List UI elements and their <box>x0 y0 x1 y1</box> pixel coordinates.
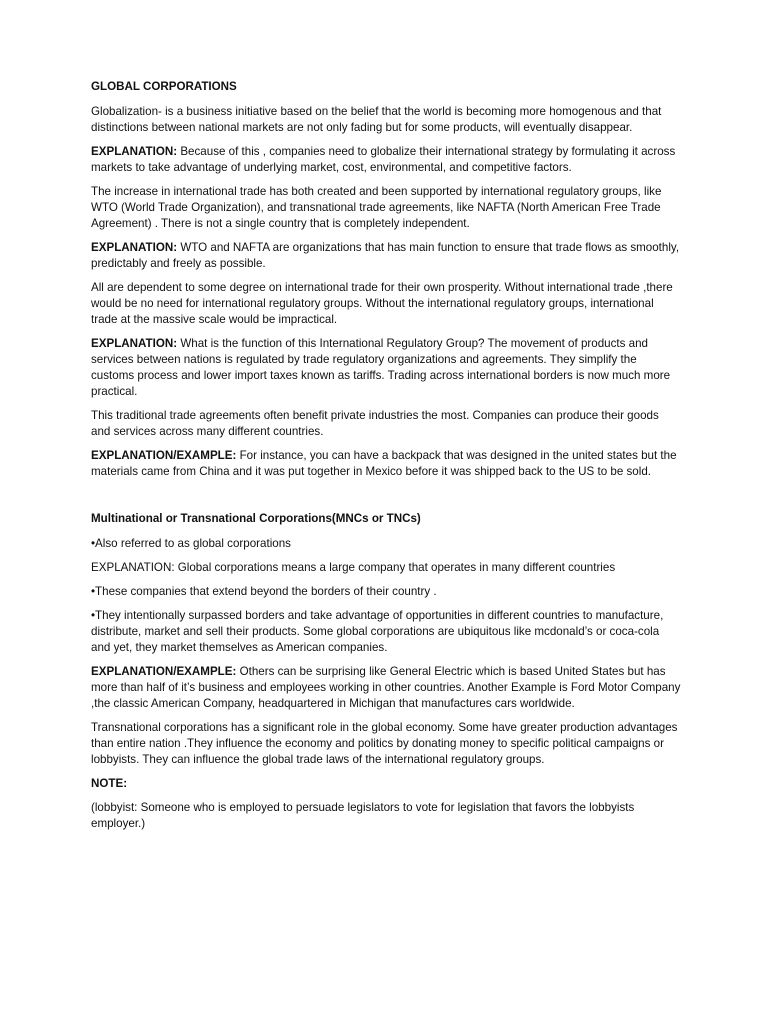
explanation-label: EXPLANATION: <box>91 241 178 254</box>
example-label: EXPLANATION/EXAMPLE: <box>91 665 237 678</box>
paragraph-transnational-role: Transnational corporations has a significant role in the global economy. Some have greater production advantages than entire nation .They influence the economy and politics by donating money to specific political campaigns or lobbyists. They can influence the global trade laws of the international regulatory groups. <box>91 721 678 766</box>
example-text: For instance, you can have a backpack that was designed in the united states but the materials came from China and it was put together in Mexico before it was shipped back to the US to be sold. <box>91 449 677 478</box>
document-title: GLOBAL CORPORATIONS <box>91 80 237 93</box>
bullet-global-corporations: •Also referred to as global corporations <box>91 537 291 550</box>
paragraph-trade-agreements: This traditional trade agreements often benefit private industries the most. Companies can produce their goods and services across many different countries. <box>91 409 659 438</box>
note-label: NOTE: <box>91 777 128 790</box>
bullet-extend-borders: •These companies that extend beyond the borders of their country . <box>91 585 437 598</box>
section-heading-mncs: Multinational or Transnational Corporations(MNCs or TNCs) <box>91 512 421 525</box>
explanation-text: What is the function of this International Regulatory Group? The movement of products and services between nations is regulated by trade regulatory organizations and agreements. They simplify the customs process and lower import taxes known as tariffs. Trading across international borders is now much more practical. <box>91 337 671 398</box>
document-page <box>91 79 681 840</box>
explanation-label: EXPLANATION: <box>91 337 178 350</box>
paragraph-lobbyist-note: (lobbyist: Someone who is employed to persuade legislators to vote for legislation that favors the lobbyists employer.) <box>91 801 635 830</box>
paragraph-example-backpack <box>91 448 681 480</box>
paragraph-explanation-regulatory-group <box>91 336 681 400</box>
paragraph-explanation-global-corporations: EXPLANATION: Global corporations means a large company that operates in many different countries <box>91 561 616 574</box>
paragraph-explanation-strategy <box>91 144 681 176</box>
bullet-surpassed-borders: •They intentionally surpassed borders and take advantage of opportunities in different countries to manufacture, distribute, market and sell their products. Some global corporations are ubiquitous like mcdonald’s or coca-cola and yet, they market themselves as American companies. <box>91 609 664 654</box>
paragraph-globalization: Globalization- is a business initiative based on the belief that the world is becoming more homogenous and that distinctions between national markets are not only fading but for some products, will eventually disappear. <box>91 105 662 134</box>
paragraph-explanation-wto <box>91 240 681 272</box>
explanation-text: Because of this , companies need to globalize their international strategy by formulating it across markets to take advantage of underlying market, cost, environmental, and competitive factors. <box>91 145 676 174</box>
explanation-label: EXPLANATION: <box>91 145 178 158</box>
paragraph-international-trade: The increase in international trade has both created and been supported by international regulatory groups, like WTO (World Trade Organization), and transnational trade agreements, like NAFTA (North American Free Trade Agreement) . There is not a single country that is completely independent. <box>91 185 662 230</box>
section-spacer <box>91 488 681 511</box>
example-label: EXPLANATION/EXAMPLE: <box>91 449 237 462</box>
explanation-text: WTO and NAFTA are organizations that has main function to ensure that trade flows as smoothly, predictably and freely as possible. <box>91 241 680 270</box>
paragraph-example-general-electric <box>91 664 681 712</box>
paragraph-dependency: All are dependent to some degree on international trade for their own prosperity. Without international trade ,there would be no need for international regulatory groups. Without the international regulatory groups, international trade at the massive scale would be impractical. <box>91 281 673 326</box>
example-text: Others can be surprising like General Electric which is based United States but has more than half of it’s business and employees working in other countries. Another Example is Ford Motor Company ,the classic American Company, headquartered in Michigan that manufactures cars worldwide. <box>91 665 681 710</box>
